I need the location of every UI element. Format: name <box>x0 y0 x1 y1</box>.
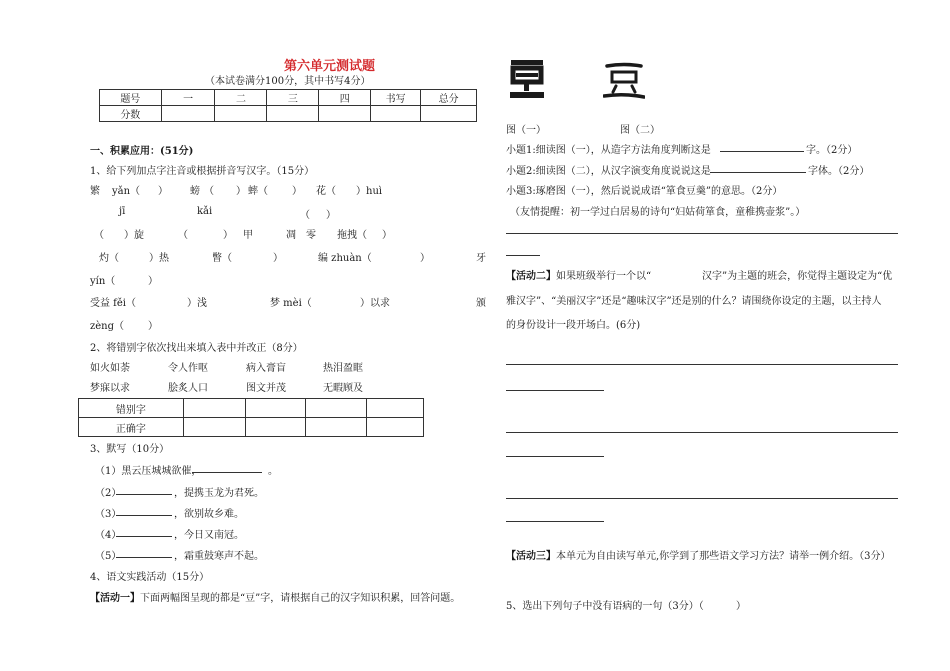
q1-text: 拖拽（ <box>337 230 367 241</box>
score-row-label: 分数 <box>100 106 162 122</box>
correction-cell[interactable] <box>366 418 423 437</box>
q3-text: （1）黑云压城城欲催， <box>95 466 202 477</box>
q1-text: ） <box>158 186 168 197</box>
answer-line[interactable] <box>506 364 898 365</box>
correction-cell[interactable] <box>183 399 245 418</box>
q1-text: ） <box>236 186 246 197</box>
answer-line[interactable] <box>506 233 898 234</box>
correction-cell[interactable] <box>246 418 306 437</box>
score-header: 三 <box>267 90 319 106</box>
correction-cell[interactable] <box>306 418 366 437</box>
sub-question-1: 小题1:细读图（一），从造字方法角度判断这是 <box>506 145 711 156</box>
q3-text: （4） <box>95 530 122 541</box>
q1-text: ）浅 <box>187 298 207 309</box>
q1-text: 灼（ <box>99 253 119 264</box>
sub-question-2: 小题2:细读图（二），从汉字演变角度说说这是 <box>506 166 711 177</box>
question-5-close: ） <box>736 601 746 612</box>
page-title: 第六单元测试题 <box>284 59 376 74</box>
q3-text: 。 <box>268 466 278 477</box>
question-3: 3、默写（10分） <box>90 444 170 455</box>
q2-word: 令人作呕 <box>168 363 208 374</box>
q1-text: ） <box>223 230 233 241</box>
question-5: 5、选出下列句子中没有语病的一句（3分）（ <box>506 601 704 612</box>
q3-text: ，霜重鼓寒声不起。 <box>174 551 264 562</box>
score-cell[interactable] <box>267 106 319 122</box>
correction-cell[interactable] <box>306 399 366 418</box>
q1-text: ） <box>292 186 302 197</box>
correction-row-label: 错别字 <box>79 399 184 418</box>
q1-text: 凋 <box>286 230 296 241</box>
figure-1-label: 图（一） <box>506 125 546 136</box>
q1-text: 繁 <box>90 186 100 197</box>
score-header: 四 <box>319 90 371 106</box>
q3-text: （3） <box>95 509 122 520</box>
page-subtitle: （本试卷满分100分，其中书写4分） <box>205 76 371 87</box>
q1-text: （ <box>94 230 104 241</box>
sub-question-1-tail: 字。（2分） <box>806 145 858 156</box>
answer-line[interactable] <box>506 390 604 391</box>
activity-2-text: 如果班级举行一个以“ <box>556 271 652 282</box>
question-1: 1、给下列加点字注音或根据拼音写汉字。（15分） <box>90 166 315 177</box>
score-cell[interactable] <box>319 106 371 122</box>
q3-text: ，提携玉龙为君死。 <box>174 488 264 499</box>
q1-text: yín（ <box>90 276 116 287</box>
score-header: 书写 <box>371 90 421 106</box>
answer-line[interactable] <box>506 255 540 256</box>
activity-1-tag: 【活动一】 <box>90 593 140 604</box>
score-header: 题号 <box>100 90 162 106</box>
score-header: 总分 <box>421 90 477 106</box>
bean-clerical-glyph-image <box>603 62 645 100</box>
q1-text: （ <box>300 210 310 221</box>
q3-answer-blank[interactable] <box>192 472 262 473</box>
q3-text: （2） <box>95 488 122 499</box>
answer-line[interactable] <box>506 432 898 433</box>
q1-text: 蟀（ <box>248 186 268 197</box>
q1-text: ） <box>326 210 336 221</box>
q1-text: 梦 mèi（ <box>270 298 312 309</box>
q1-text: 花（ <box>316 186 336 197</box>
q3-answer-blank[interactable] <box>116 494 172 495</box>
q3-answer-blank[interactable] <box>116 557 172 558</box>
q1-text: jī <box>119 206 126 217</box>
score-cell[interactable] <box>421 106 477 122</box>
q2-word: 脍炙人口 <box>168 383 208 394</box>
correction-cell[interactable] <box>366 399 423 418</box>
q1-text: ） <box>420 253 430 264</box>
correction-row-label: 正确字 <box>79 418 184 437</box>
score-cell[interactable] <box>215 106 267 122</box>
q1-text: 螃 <box>190 186 200 197</box>
q3-text: （5） <box>95 551 122 562</box>
score-cell[interactable] <box>371 106 421 122</box>
answer-line[interactable] <box>506 498 898 499</box>
figure-2-label: 图（二） <box>620 125 660 136</box>
q1-text: （ <box>204 186 214 197</box>
score-header: 一 <box>161 90 215 106</box>
q2-word: 图文并茂 <box>246 383 286 394</box>
correction-table <box>78 398 424 437</box>
question-2: 2、将错别字依次找出来填入表中并改正（8分） <box>90 343 303 354</box>
correction-cell[interactable] <box>183 418 245 437</box>
score-cell[interactable] <box>161 106 215 122</box>
q1-text: ）huì <box>356 186 383 197</box>
q1-text: 受益 fěi（ <box>90 298 136 309</box>
question-4: 4、语文实践活动（15分） <box>90 572 210 583</box>
q2-word: 如火如荼 <box>90 363 130 374</box>
q1-text: ）旋 <box>124 230 144 241</box>
activity-3-text: 本单元为自由读写单元,你学到了那些语文学习方法？请举一例介绍。（3分） <box>556 551 891 562</box>
q3-answer-blank[interactable] <box>116 536 172 537</box>
activity-2-text: 雅汉字”、“美丽汉字”还是“趣味汉字”还是别的什么？请围绕你设定的主题，以主持人 <box>506 296 882 307</box>
q1-text: 瞥（ <box>212 253 232 264</box>
q1-text: 甲 <box>243 230 253 241</box>
q1-text: 颁 <box>476 298 486 309</box>
q1-text: 零 <box>306 230 316 241</box>
q1-text: ） <box>148 321 158 332</box>
sub-question-2-tail: 字体。（2分） <box>808 166 870 177</box>
sub1-answer-blank[interactable] <box>720 151 804 152</box>
q1-text: yǎn（ <box>112 186 141 197</box>
hint-text: （友情提醒：初一学过白居易的诗句“妇姑荷箪食，童稚携壶浆”。） <box>510 207 806 218</box>
answer-line[interactable] <box>506 456 604 457</box>
activity-3-tag: 【活动三】 <box>506 551 556 562</box>
activity-2-text: 的身份设计一段开场白。(6分) <box>506 320 641 331</box>
q3-text: ，欲别故乡难。 <box>174 509 244 520</box>
q1-text: （ <box>178 230 188 241</box>
q3-answer-blank[interactable] <box>116 515 172 516</box>
correction-cell[interactable] <box>246 399 306 418</box>
q2-word: 梦寐以求 <box>90 383 130 394</box>
q1-text: ）热 <box>149 253 169 264</box>
section-heading: 一、积累应用：(51分) <box>90 146 194 157</box>
q1-text: kǎi <box>197 206 213 217</box>
q1-text: zèng（ <box>90 321 125 332</box>
q1-text: ） <box>273 253 283 264</box>
sub2-answer-blank[interactable] <box>710 172 806 173</box>
sub-question-3: 小题3:琢磨图（一），然后说说成语“箪食豆羹”的意思。（2分） <box>506 186 783 197</box>
q3-text: ，今日又南冠。 <box>174 530 244 541</box>
score-table <box>99 89 477 122</box>
q1-text: 编 zhuàn（ <box>318 253 372 264</box>
q1-text: ） <box>382 230 392 241</box>
activity-1-text: 下面两幅图呈现的都是“豆”字，请根据自己的汉字知识积累，回答问题。 <box>140 593 461 604</box>
q1-text: 牙 <box>476 253 486 264</box>
q1-text: ）以求 <box>360 298 390 309</box>
answer-line[interactable] <box>506 521 604 522</box>
q1-text: ） <box>148 276 158 287</box>
q2-word: 无暇顾及 <box>323 383 363 394</box>
q2-word: 病入膏盲 <box>246 363 286 374</box>
q2-word: 热泪盈眶 <box>323 363 363 374</box>
activity-2-tag: 【活动二】 <box>506 271 556 282</box>
bean-seal-glyph-image <box>508 58 546 100</box>
score-header: 二 <box>215 90 267 106</box>
activity-2-text: 汉字”为主题的班会，你觉得主题设定为“优 <box>702 271 893 282</box>
